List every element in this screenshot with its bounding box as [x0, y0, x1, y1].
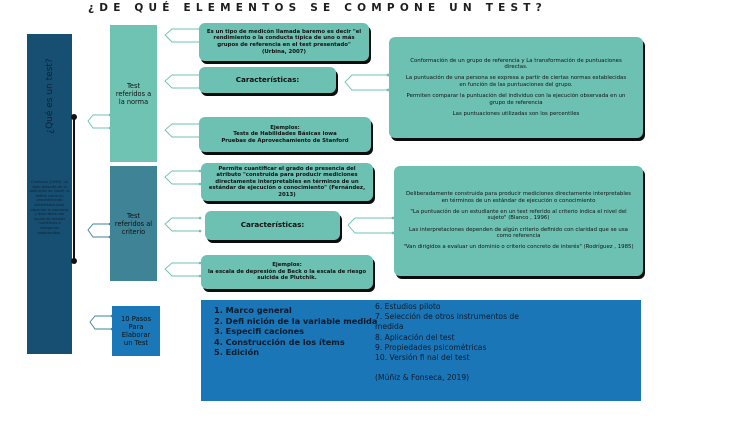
- connector-icon: [86, 112, 112, 132]
- norm-definition-text: Es un tipo de medicón llamada baremo es decir "el rendimiento o la conducta típica de uno o más grupos de referencia en el test presentado" (Urbina, 2007): [206, 28, 362, 55]
- step-item: 5. Edición: [214, 347, 260, 357]
- ten-steps-label: 10 Pasos Para Elaborar un Test: [120, 315, 151, 347]
- steps-list-right: [375, 302, 525, 383]
- criterion-definition-box: [201, 163, 373, 201]
- connector-icon: [162, 168, 202, 188]
- criterion-examples-label: Ejemplos:: [272, 262, 302, 269]
- norm-definition-box: [199, 23, 369, 61]
- norm-characteristics-box: [199, 67, 336, 93]
- step-item: 1. Marco general: [214, 305, 292, 315]
- connector-icon: [162, 72, 202, 92]
- norm-characteristic-2: La puntuación de una persona se expresa a partir de ciertas normas establecidas en función de las puntuaciones del grupo.: [405, 75, 627, 88]
- connector-icon: [342, 72, 392, 94]
- step-item: 6. Estudios piloto: [375, 302, 441, 311]
- step-item: 9. Propiedades psicométricas: [375, 342, 487, 352]
- step-item: 3. Especifi caciones: [214, 326, 305, 336]
- step-item: 2. Defi nición de la variable medida: [214, 315, 378, 326]
- criterion-referenced-box: [110, 166, 157, 281]
- root-bracket-line: [73, 117, 75, 261]
- connector-icon: [345, 215, 397, 237]
- step-item: 10. Versión fi nal del test: [375, 353, 470, 363]
- norm-example-1: Tests de Habilidades Básicas Iowa: [233, 131, 337, 138]
- connector-icon: [162, 215, 202, 235]
- bracket-dot-bottom: [71, 258, 77, 264]
- cronbach-definition: Cronbach (1990), un siglo después de la definición de Catell, lo define como un procedimiento sistemático para observar la conducta y describirla con ayuda de escalas numéricas o categorías establecidas.: [29, 180, 70, 235]
- criterion-characteristic-2: "La puntuación de un estudiante en un test referido al criterio indica el nivel del sujeto" (Blanco , 1996): [410, 208, 627, 222]
- steps-list-left: [214, 305, 377, 358]
- page-title: ¿DE QUÉ ELEMENTOS SE COMPONE UN TEST?: [88, 2, 547, 14]
- criterion-characteristics-detail-box: [394, 166, 643, 276]
- criterion-characteristics-box: [205, 211, 340, 240]
- norm-characteristic-1: Conformación de un grupo de referencia y La transformación de puntuaciones directas.: [410, 57, 622, 71]
- criterion-characteristic-4: "Van dirigidos a evaluar un dominio o criterio concreto de interés" (Rodríguez , 1985): [403, 244, 634, 251]
- norm-referenced-box: [110, 25, 157, 162]
- ten-steps-box: [112, 306, 160, 356]
- step-item: 7. Selección de otros instrumentos de medida: [375, 312, 519, 332]
- criterion-characteristic-3: Las interpretaciones dependen de algún criterio definido con claridad que se usa como referencia: [409, 226, 628, 240]
- connector-icon: [86, 221, 112, 241]
- step-item: 4. Construcción de los ítems: [214, 336, 345, 347]
- criterion-examples-box: [201, 255, 373, 289]
- norm-examples-box: [199, 117, 371, 152]
- what-is-a-test-title: ¿Qué es un test?: [44, 58, 55, 134]
- connector-icon: [88, 313, 114, 333]
- criterion-referenced-label: Test referidos al criterio: [114, 211, 153, 236]
- ten-steps-list-box: [201, 300, 641, 401]
- norm-characteristics-detail-box: [389, 37, 643, 138]
- norm-referenced-label: Test referidos a la norma: [115, 81, 152, 106]
- norm-characteristics-label: Características:: [235, 74, 300, 84]
- criterion-characteristics-label: Características:: [240, 220, 305, 230]
- norm-characteristic-3: Permiten comparar la puntuación del individuo con la ejecución observada en un grupo de referencia: [406, 93, 626, 106]
- connector-icon: [162, 260, 202, 280]
- bracket-dot-top: [71, 114, 77, 120]
- norm-examples-label: Ejemplos:: [270, 124, 300, 131]
- step-item: 8. Aplicación del test: [375, 332, 455, 342]
- norm-characteristic-4: Las puntuaciones utilizadas son los percentiles: [452, 110, 580, 117]
- norm-example-2: Pruebas de Aprovechamiento de Stanford: [221, 137, 349, 144]
- criterion-definition-text: Permite cuantificar el grado de presencia del atributo "construida para producir mediciones directamente interpretables en términos de un estándar de ejecución o conocimiento" (Fernández, 2013): [208, 165, 366, 198]
- criterion-characteristic-1: Deliberadamente construida para producir mediciones directamente interpretables en términos de un estándar de ejecución o conocimiento: [406, 191, 631, 204]
- what-is-a-test-box: [27, 34, 72, 354]
- connector-icon: [162, 26, 202, 46]
- criterion-examples-text: la escala de depresión de Beck o la escala de riesgo suicida de Plutchik.: [207, 268, 367, 282]
- steps-citation: (Múñiz & Fonseca, 2019): [375, 373, 470, 383]
- connector-icon: [162, 121, 202, 141]
